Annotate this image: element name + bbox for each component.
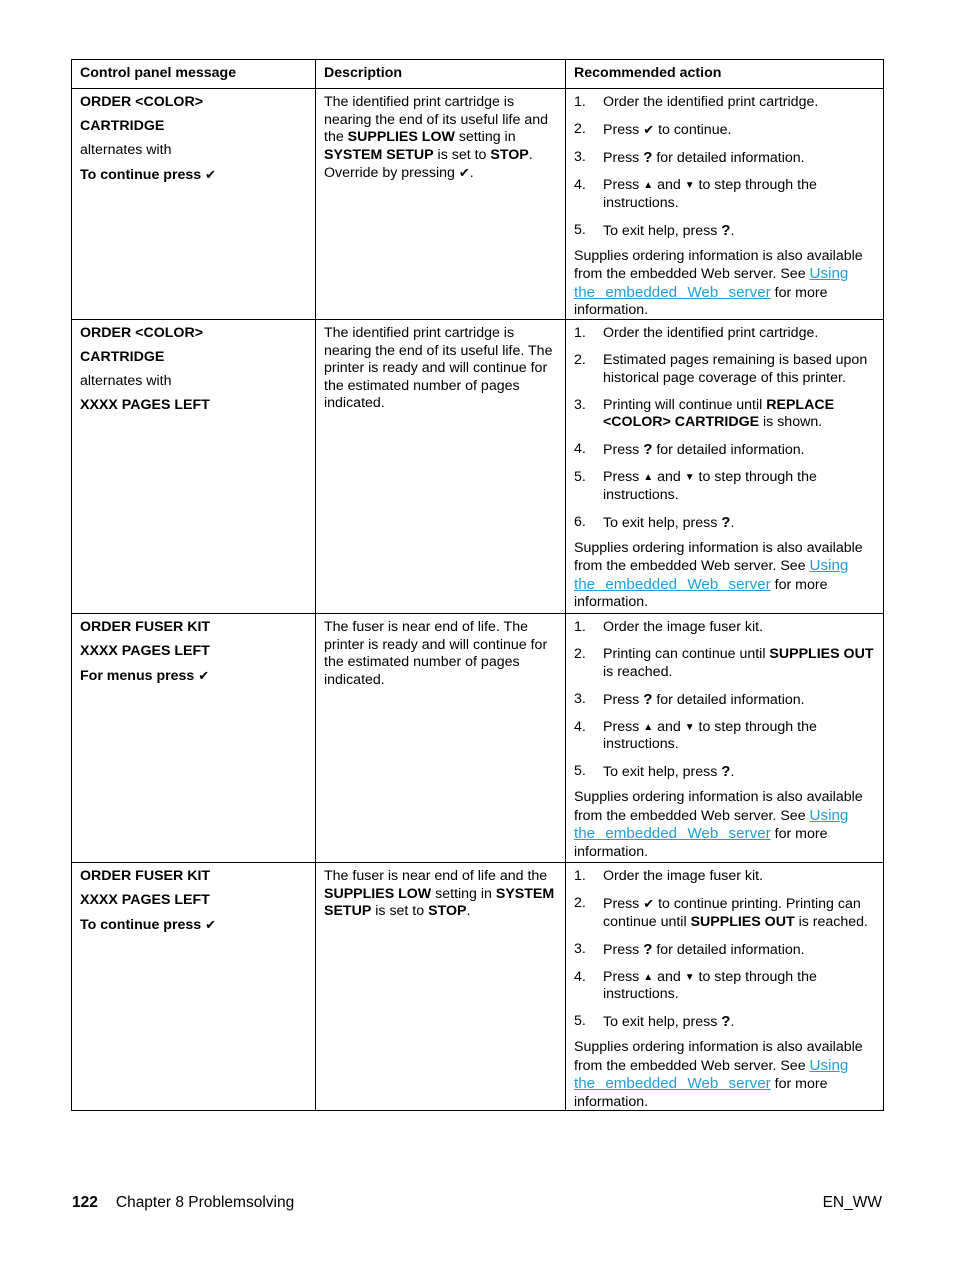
supplies-note: Supplies ordering information is also available from the embedded Web server. See Using the embedded Web server for more information. [574,789,863,860]
message-line: alternates with [80,373,172,390]
recommended-action [566,320,883,613]
control-panel-message [72,89,316,319]
list-item: 1. Order the identified print cartridge. [574,325,819,341]
message-line: ORDER FUSER KIT [80,868,211,884]
message-line: alternates with [80,142,172,159]
checkmark-icon: ✔ [458,165,470,180]
header-description: Description [316,60,566,88]
list-item: 3. Printing will continue until REPLACE <COLOR> CARTRIDGE is shown. [574,396,835,430]
help-icon: ? [643,940,653,958]
table-row [72,88,883,319]
list-item: 2. Printing can continue until SUPPLIES OUT is reached. [574,646,874,680]
message-line: ORDER FUSER KIT [80,619,211,635]
checkmark-icon: ✔ [205,167,216,183]
list-item: 2. Press ✔ to continue. [574,121,732,138]
embedded-web-server-link[interactable]: Using the embedded Web server [574,265,849,301]
embedded-web-server-link[interactable]: Using the embedded Web server [574,557,849,593]
up-arrow-icon: ▲ [643,971,654,983]
help-icon: ? [721,513,731,531]
embedded-web-server-link[interactable]: Using the embedded Web server [574,1056,849,1092]
help-icon: ? [643,149,653,166]
message-line: To continue press ✔ [80,917,216,934]
up-arrow-icon: ▲ [643,180,654,191]
message-line: XXXX PAGES LEFT [80,892,210,909]
recommended-action [566,863,883,1110]
list-item: 1. Order the image fuser kit. [574,619,764,635]
list-item: 4. Press ▲ and ▼ to step through the instructions. [574,968,817,1002]
message-line: CARTRIDGE [80,349,165,366]
message-line: To continue press ✔ [80,167,216,184]
help-icon: ? [643,441,653,458]
up-arrow-icon: ▲ [643,721,654,733]
page-footer [72,1194,882,1212]
list-item: 2. Estimated pages remaining is based upon historical page coverage of this printer. [574,352,868,386]
control-panel-message [72,863,316,1110]
up-arrow-icon: ▲ [643,472,654,483]
table-header [72,60,883,88]
list-item: 5. To exit help, press ?. [574,763,735,780]
list-item: 5. To exit help, press ?. [574,221,735,239]
down-arrow-icon: ▼ [684,472,695,483]
list-item: 4. Press ▲ and ▼ to step through the instructions. [574,177,817,211]
table-row [72,319,883,613]
supplies-note: Supplies ordering information is also available from the embedded Web server. See Using the embedded Web server for more information. [574,247,863,318]
list-item: 1. Order the image fuser kit. [574,868,764,884]
description: The identified print cartridge is nearing the end of its useful life and the SUPPLIES LOW setting in SYSTEM SETUP is set to STOP. Override by pressing ✔. [316,89,566,319]
list-item: 6. To exit help, press ?. [574,513,735,531]
checkmark-icon: ✔ [643,122,655,137]
checkmark-icon: ✔ [643,896,655,911]
down-arrow-icon: ▼ [684,721,695,733]
embedded-web-server-link[interactable]: Using the embedded Web server [574,806,849,842]
message-line: XXXX PAGES LEFT [80,397,210,414]
checkmark-icon: ✔ [205,917,216,933]
list-item: 3. Press ? for detailed information. [574,149,805,166]
list-item: 4. Press ? for detailed information. [574,441,805,458]
supplies-note: Supplies ordering information is also available from the embedded Web server. See Using the embedded Web server for more information. [574,539,863,610]
list-item: 5. To exit help, press ?. [574,1013,735,1030]
list-item: 3. Press ? for detailed information. [574,940,805,958]
down-arrow-icon: ▼ [684,971,695,983]
list-item: 4. Press ▲ and ▼ to step through the instructions. [574,718,817,752]
description: The fuser is near end of life. The printer is ready and will continue for the estimated number of pages indicated. [316,614,566,862]
description: The identified print cartridge is nearing the end of its useful life. The printer is ready and will continue for the estimated number of pages indicated. [316,320,566,613]
list-item: 1. Order the identified print cartridge. [574,94,819,110]
header-recommended-action: Recommended action [574,65,722,81]
table-row [72,613,883,862]
table-row [72,862,883,1110]
recommended-action [566,89,883,319]
down-arrow-icon: ▼ [684,180,695,191]
description: The fuser is near end of life and the SUPPLIES LOW setting in SYSTEM SETUP is set to STOP. [316,863,566,1110]
message-line: CARTRIDGE [80,118,165,135]
supplies-note: Supplies ordering information is also available from the embedded Web server. See Using the embedded Web server for more information. [574,1039,863,1110]
help-icon: ? [721,1013,731,1030]
list-item: 3. Press ? for detailed information. [574,690,805,708]
message-line: ORDER <COLOR> [80,94,203,110]
header-control-panel-message: Control panel message [72,60,316,88]
locale-label: EN_WW [822,1194,882,1211]
message-line: XXXX PAGES LEFT [80,643,210,660]
page-number: 122 [72,1194,98,1211]
list-item: 5. Press ▲ and ▼ to step through the instructions. [574,469,817,503]
control-panel-message [72,614,316,862]
help-icon: ? [721,763,731,780]
chapter-title: Chapter 8 Problemsolving [115,1194,295,1211]
list-item: 2. Press ✔ to continue printing. Printing can continue until SUPPLIES OUT is reached. [574,895,868,930]
control-panel-message [72,320,316,613]
message-line: For menus press ✔ [80,668,210,685]
message-line: ORDER <COLOR> [80,325,203,341]
help-icon: ? [643,690,653,708]
help-icon: ? [721,221,731,239]
message-table [71,59,884,1111]
checkmark-icon: ✔ [198,668,210,684]
recommended-action [566,614,883,862]
